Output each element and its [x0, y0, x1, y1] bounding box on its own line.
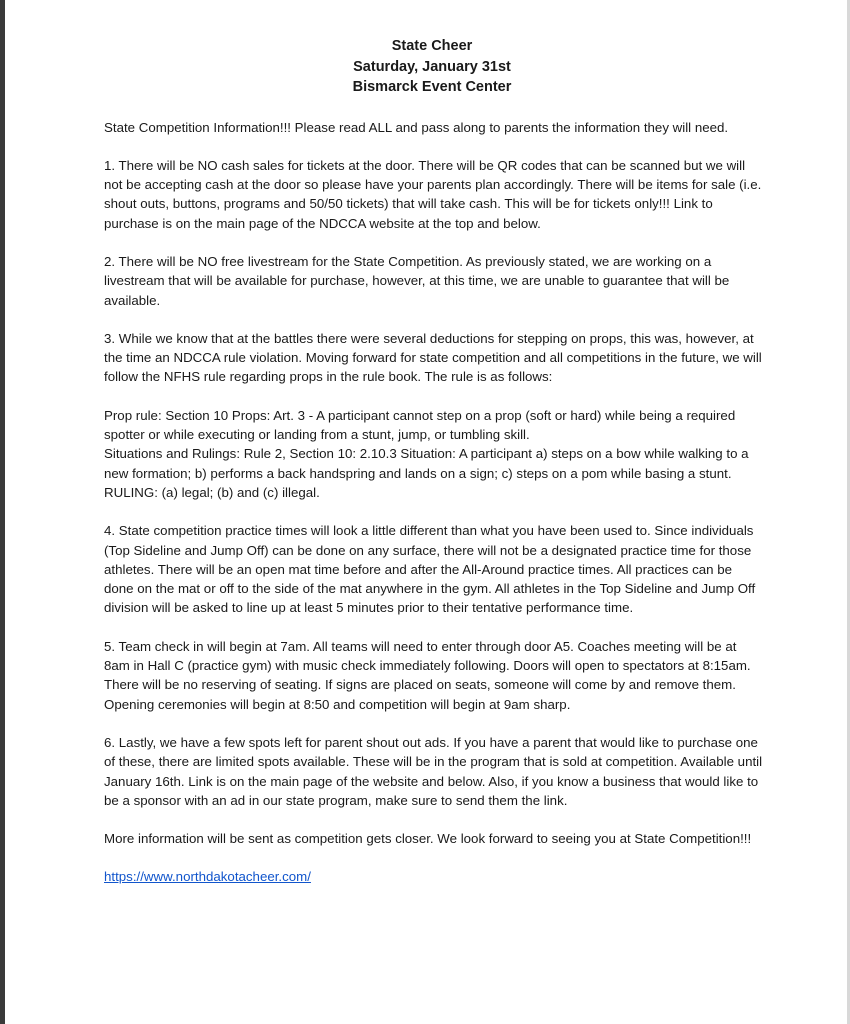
link-line: [104, 867, 764, 886]
prop-rule-block: [104, 406, 764, 502]
item-1-tickets: 1. There will be NO cash sales for tickets at the door. There will be QR codes that can be scanned but we will not be accepting cash at the door so please have your parents plan accordingly. There will be items for sale (i.e. shout outs, buttons, programs and 50/50 tickets) that will take cash. This will be for tickets only!!! Link to purchase is on the main page of the NDCCA website at the top and below.: [104, 157, 762, 231]
item-5-check-in: 5. Team check in will begin at 7am. All teams will need to enter through door A5. Coaches meeting will be at 8am in Hall C (practice gym) with music check immediately following. Doors will open to spectators at 8:15am. There will be no reserving of seating. If signs are placed on seats, someone will come by and remove them. Opening ceremonies will begin at 8:50 and competition will begin at 9am sharp.: [104, 638, 751, 712]
website-link[interactable]: https://www.northdakotacheer.com/: [104, 869, 311, 885]
item-6-shout-out-ads: 6. Lastly, we have a few spots left for parent shout out ads. If you have a parent that would like to purchase one of these, there are limited spots available. These will be in the program that is sold at competition. Available until January 16th. Link is on the main page of the website and below. Also, if you know a business that would like to be a sponsor with an ad in our state program, make sure to send them the link.: [104, 734, 763, 808]
document-page: [104, 36, 764, 887]
item-4-practice-times: 4. State competition practice times will look a little different than what you have been used to. Since individuals (Top Sideline and Jump Off) can be done on any surface, there will not be a designated practice time for those athletes. There will be an open mat time before and after the All-Around practice times. All practices can be done on the mat or off to the side of the mat anywhere in the gym. All athletes in the Top Sideline and Jump Off division will be asked to line up at least 5 minutes prior to their tentative performance time.: [104, 523, 756, 616]
item-2-livestream: 2. There will be NO free livestream for the State Competition. As previously stated, we are working on a livestream that will be available for purchase, however, at this time, we are unable to guarantee that will be available.: [104, 253, 730, 308]
prop-rule: Prop rule: Section 10 Props: Art. 3 - A participant cannot step on a prop (soft or hard) while being a required spotter or while executing or landing from a stunt, jump, or tumbling skill.: [104, 407, 736, 443]
item-3-props: 3. While we know that at the battles there were several deductions for stepping on props, this was, however, at the time an NDCCA rule violation. Moving forward for state competition and all competitions in the future, we will follow the NFHS rule regarding props in the rule book. The rule is as follows:: [104, 330, 762, 385]
situations-rulings: Situations and Rulings: Rule 2, Section 10: 2.10.3 Situation: A participant a) steps on a bow while walking to a new formation; b) performs a back handspring and lands on a sign; c) steps on a pom while basing a stunt. RULING: (a) legal; (b) and (c) illegal.: [104, 446, 749, 500]
left-window-edge: [0, 0, 5, 1024]
event-date: Saturday, January 31st: [353, 58, 511, 75]
document-body: [104, 118, 764, 887]
event-venue: Bismarck Event Center: [352, 79, 512, 95]
intro-paragraph: State Competition Information!!! Please read ALL and pass along to parents the information they will need.: [104, 119, 729, 135]
closing-paragraph: More information will be sent as competition gets closer. We look forward to seeing you at State Competition!!!: [104, 831, 752, 847]
document-title: State Cheer: [391, 38, 473, 54]
document-header: [100, 36, 764, 98]
